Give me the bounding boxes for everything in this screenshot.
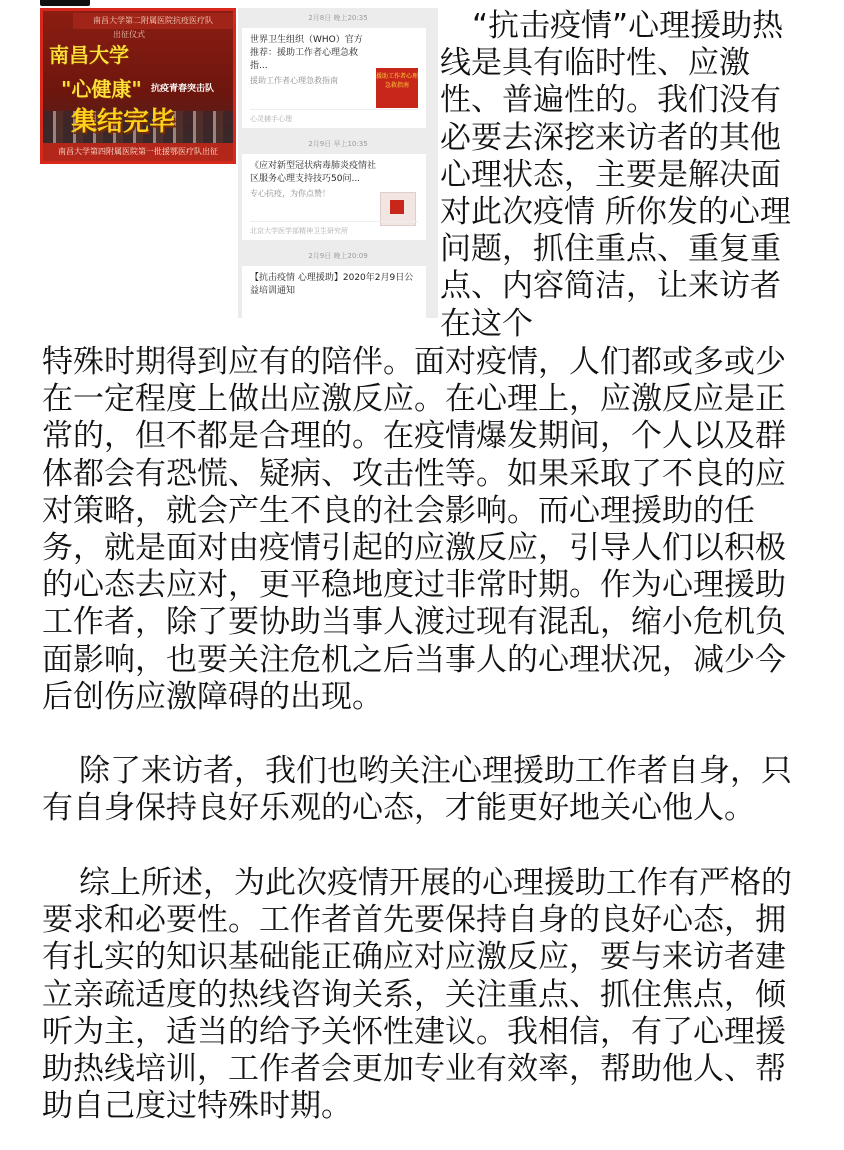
poster-title-line3: 集结完毕 xyxy=(71,107,176,137)
article-subtitle: 专心抗疫，为你点赞！ xyxy=(250,189,330,198)
poster-tag: 抗疫青春突击队 xyxy=(151,84,215,94)
message-timestamp: 2月9日 早上10:35 xyxy=(308,140,368,148)
poster-banner: 南昌大学第二附属医院抗疫医疗队 xyxy=(73,13,233,29)
poster-subtitle: 出征仪式 xyxy=(113,30,145,39)
article-title: 【抗击疫情 心理援助】2020年2月9日公益培训通知 xyxy=(250,273,414,296)
poster-title-line2: "心健康" xyxy=(61,77,142,101)
article-card xyxy=(242,28,426,128)
article-thumbnail: 援助工作者心理急救指南 xyxy=(376,68,418,108)
message-timestamp: 2月8日 晚上20:35 xyxy=(308,14,368,22)
intro-paragraph: “抗击疫情”心理援助热线是具有临时性、应激性、普遍性的。我们没有必要去深挖来访者的其他心理状态，主要是解决面对此次疫情 所你发的心理问题，抓住重点、重复重点、内容简洁，让来访者在这个 xyxy=(440,8,791,342)
body-paragraph: 除了来访者，我们也哟关注心理援助工作者自身，只有自身保持良好乐观的心态，才能更好地关心他人。 xyxy=(42,753,792,827)
conclusion-paragraph: 综上所述，为此次疫情开展的心理援助工作有严格的要求和必要性。工作者首先要保持自身的良好心态，拥有扎实的知识基础能正确应对应激反应，要与来访者建立亲疏适度的热线咨询关系，关注重点、抓住焦点，倾听为主，适当的给予关怀性建议。我相信，有了心理援助热线培训，工作者会更加专业有效率，帮助他人、帮助自己度过特殊时期。 xyxy=(42,865,792,1125)
article-title: 世界卫生组织（WHO）官方推荐：援助工作者心理急救指... xyxy=(250,35,363,71)
article-title: 《应对新型冠状病毒肺炎疫情社区服务心理支持技巧50问... xyxy=(250,161,377,184)
article-source: 心灵捕手心理 xyxy=(250,109,418,124)
team-poster-image xyxy=(40,8,236,164)
poster-title-line1: 南昌大学 xyxy=(49,43,129,67)
article-subtitle: 援助工作者心理急救指南 xyxy=(250,76,338,85)
message-timestamp: 2月9日 晚上20:09 xyxy=(308,252,368,260)
article-source: 北京大学医学部精神卫生研究所 xyxy=(250,221,418,236)
poster-bottom-caption: 南昌大学第四附属医院第一批援鄂医疗队出征 xyxy=(43,143,233,161)
cropped-previous-line xyxy=(40,0,90,6)
article-card xyxy=(242,266,426,318)
chat-screenshot-image xyxy=(238,8,438,318)
body-paragraph: 特殊时期得到应有的陪伴。面对疫情，人们都或多或少在一定程度上做出应激反应。在心理上，应激反应是正常的，但不都是合理的。在疫情爆发期间，个人以及群体都会有恐慌、疑病、攻击性等。如果采取了不良的应对策略，就会产生不良的社会影响。而心理援助的任务，就是面对由疫情引起的应激反应，引导人们以积极的心态去应对，更平稳地度过非常时期。作为心理援助工作者，除了要协助当事人渡过现有混乱，缩小危机负面影响，也要关注危机之后当事人的心理状况，减少今后创伤应激障碍的出现。 xyxy=(42,344,786,715)
article-card xyxy=(242,154,426,240)
